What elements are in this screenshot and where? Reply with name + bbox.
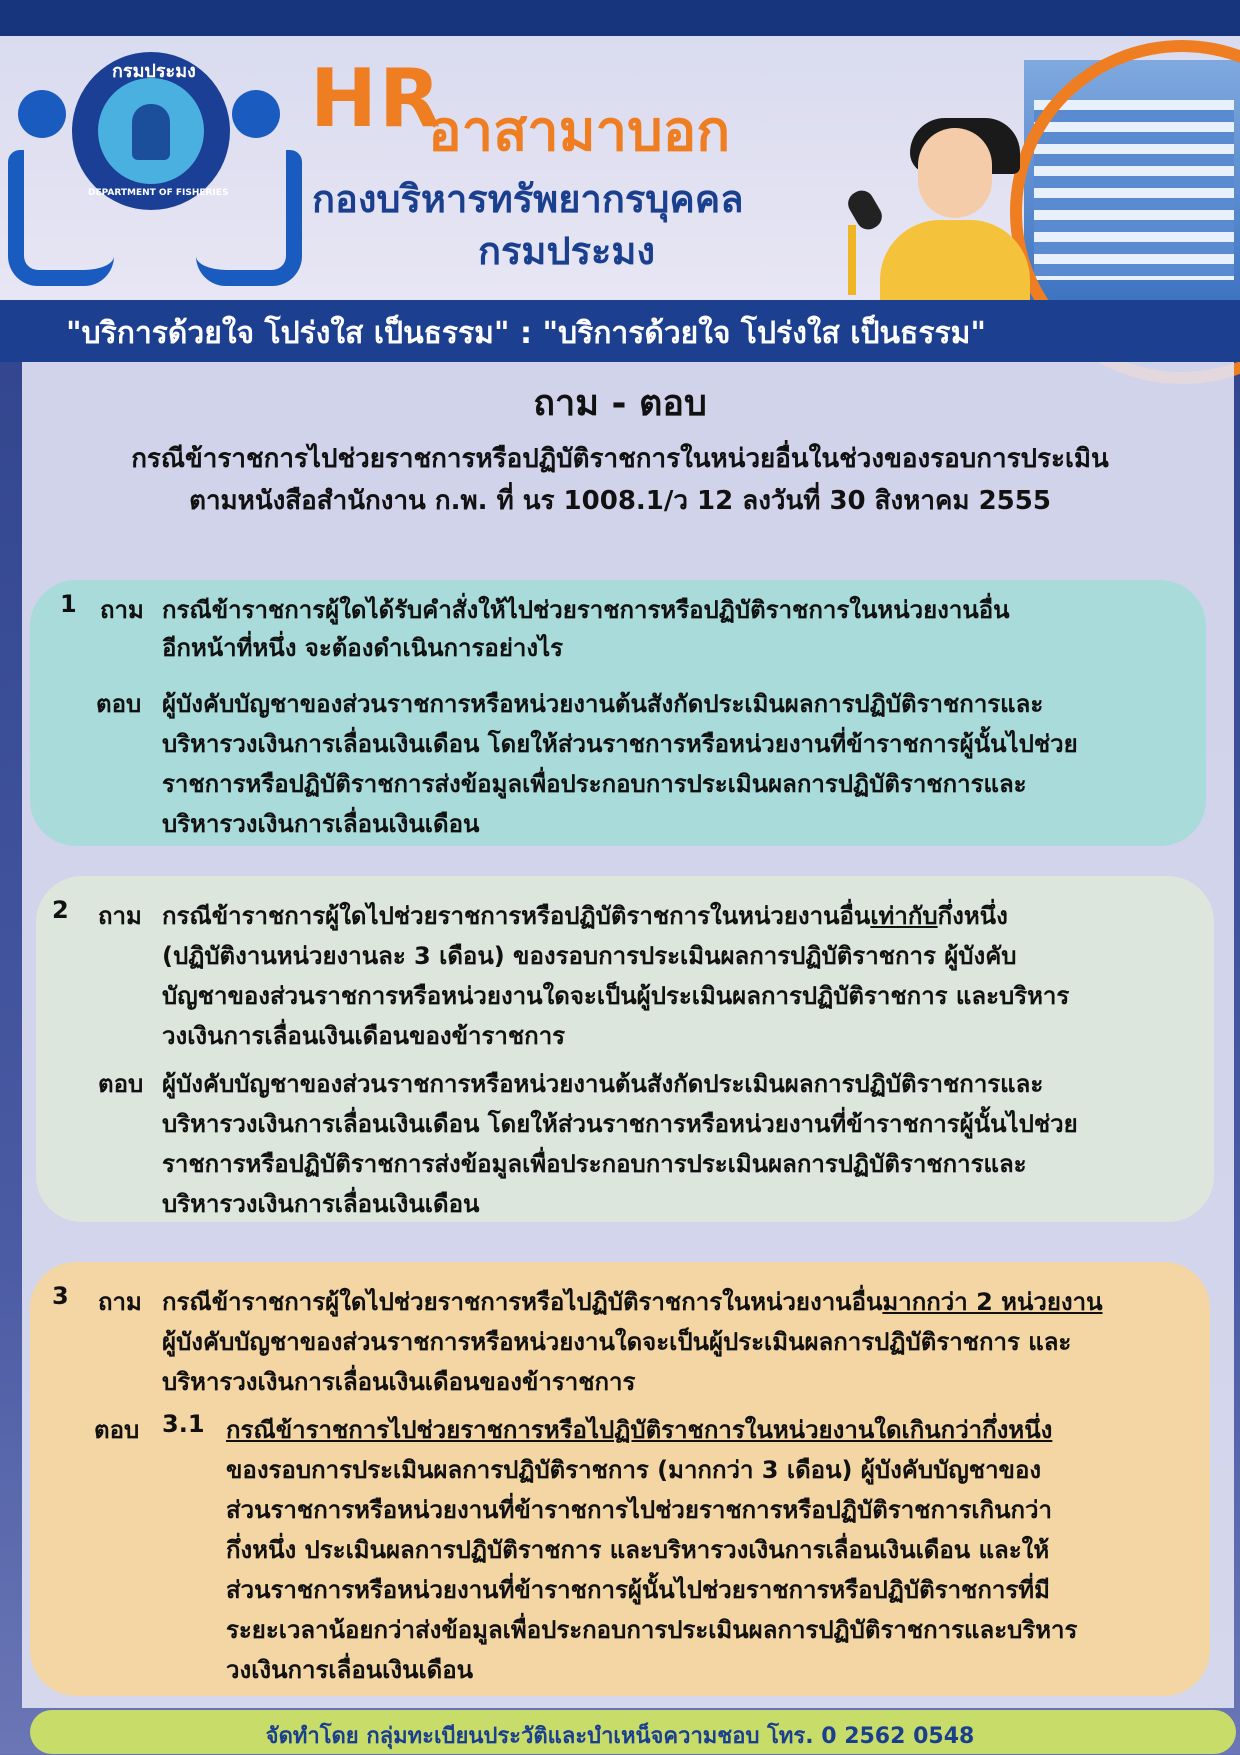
- answer-sub-number: 3.1: [162, 1410, 205, 1438]
- subtitle-line-2: ตามหนังสือสำนักงาน ก.พ. ที่ นร 1008.1/ว 12 ลงวันที่ 30 สิงหาคม 2555: [189, 486, 1051, 516]
- subtitle-line-1: กรณีข้าราชการไปช่วยราชการหรือปฏิบัติราชการในหน่วยอื่นในช่วงของรอบการประเมิน: [131, 444, 1109, 474]
- slogan-text: "บริการด้วยใจ โปร่งใส เป็นธรรม" : "บริการด้วยใจ โปร่งใส เป็นธรรม": [66, 316, 986, 351]
- answer-line: วงเงินการเลื่อนเงินเดือน: [226, 1656, 474, 1684]
- question-line: กรณีข้าราชการผู้ใดได้รับคำสั่งให้ไปช่วยราชการหรือปฏิบัติราชการในหน่วยงานอื่น: [162, 596, 1010, 624]
- question-line: กรณีข้าราชการผู้ใดไปช่วยราชการหรือไปฏิบัติราชการในหน่วยงานอื่นมากกว่า 2 หน่วยงาน: [162, 1288, 1103, 1316]
- answer-line: ส่วนราชการหรือหน่วยงานที่ข้าราชการไปช่วยราชการหรือปฏิบัติราชการเกินกว่า: [226, 1496, 1052, 1524]
- answer-line: ระยะเวลาน้อยกว่าส่งข้อมูลเพื่อประกอบการประเมินผลการปฏิบัติราชการและบริหาร: [226, 1616, 1078, 1644]
- answer-line: บริหารวงเงินการเลื่อนเงินเดือน โดยให้ส่วนราชการหรือหน่วยงานที่ข้าราชการผู้นั้นไปช่วย: [162, 730, 1078, 758]
- answer-line: ราชการหรือปฏิบัติราชการส่งข้อมูลเพื่อประกอบการประเมินผลการปฏิบัติราชการและ: [162, 770, 1027, 798]
- seal-text-en: DEPARTMENT OF FISHERIES: [88, 188, 229, 198]
- answer-line: บริหารวงเงินการเลื่อนเงินเดือน: [162, 1190, 480, 1218]
- question-line: วงเงินการเลื่อนเงินเดือนของข้าราชการ: [162, 1022, 566, 1050]
- presenter-head: [918, 128, 992, 218]
- question-line: บัญชาของส่วนราชการหรือหน่วยงานใดจะเป็นผู้ประเมินผลการปฏิบัติราชการ และบริหาร: [162, 982, 1070, 1010]
- footer-text: จัดทำโดย กลุ่มทะเบียนประวัติและบำเหน็จความชอบ โทร. 0 2562 0548: [265, 1724, 975, 1749]
- question-line: กรณีข้าราชการผู้ใดไปช่วยราชการหรือปฏิบัติราชการในหน่วยงานอื่นเท่ากับกึ่งหนึ่ง: [162, 902, 1008, 930]
- qa-number: 1: [60, 590, 77, 618]
- top-bar: [0, 0, 1240, 36]
- answer-line: ส่วนราชการหรือหน่วยงานที่ข้าราชการผู้นั้นไปช่วยราชการหรือปฏิบัติราชการที่มี: [226, 1576, 1050, 1604]
- question-line: อีกหน้าที่หนึ่ง จะต้องดำเนินการอย่างไร: [162, 634, 564, 662]
- brand-title: อาสามาบอก: [428, 99, 731, 164]
- answer-line: ผู้บังคับบัญชาของส่วนราชการหรือหน่วยงานต้นสังกัดประเมินผลการปฏิบัติราชการและ: [162, 1070, 1044, 1098]
- answer-line: ราชการหรือปฏิบัติราชการส่งข้อมูลเพื่อประกอบการประเมินผลการปฏิบัติราชการและ: [162, 1150, 1027, 1178]
- answer-line: ของรอบการประเมินผลการปฏิบัติราชการ (มากกว่า 3 เดือน) ผู้บังคับบัญชาของ: [226, 1456, 1042, 1484]
- seal-emblem-icon: [132, 104, 170, 160]
- answer-line: ผู้บังคับบัญชาของส่วนราชการหรือหน่วยงานต้นสังกัดประเมินผลการปฏิบัติราชการและ: [162, 690, 1044, 718]
- underlined-term: มากกว่า 2 หน่วยงาน: [882, 1288, 1103, 1316]
- question-line: (ปฏิบัติงานหน่วยงานละ 3 เดือน) ของรอบการประเมินผลการปฏิบัติราชการ ผู้บังคับ: [162, 942, 1017, 970]
- answer-line: บริหารวงเงินการเลื่อนเงินเดือน: [162, 810, 480, 838]
- page-title: ถาม - ตอบ: [533, 383, 707, 424]
- department-name: กรมประมง: [478, 229, 656, 273]
- question-label: ถาม: [100, 596, 144, 624]
- brand-hr: HR: [310, 52, 443, 145]
- underlined-term: เท่ากับ: [870, 902, 938, 930]
- question-line: ผู้บังคับบัญชาของส่วนราชการหรือหน่วยงานใดจะเป็นผู้ประเมินผลการปฏิบัติราชการ และ: [162, 1328, 1072, 1356]
- qa-number: 2: [52, 896, 69, 924]
- answer-label: ตอบ: [96, 690, 142, 718]
- answer-label: ตอบ: [94, 1416, 140, 1444]
- qa-number: 3: [52, 1282, 69, 1310]
- answer-line-underlined: กรณีข้าราชการไปช่วยราชการหรือไปฏิบัติราชการในหน่วยงานใดเกินกว่ากึ่งหนึ่ง: [226, 1416, 1053, 1444]
- seal-text: กรมประมง: [112, 61, 196, 82]
- answer-label: ตอบ: [98, 1070, 144, 1098]
- question-label: ถาม: [98, 1288, 142, 1316]
- answer-line: กึ่งหนึ่ง ประเมินผลการปฏิบัติราชการ และบริหารวงเงินการเลื่อนเงินเดือน และให้: [226, 1536, 1050, 1564]
- answer-line: บริหารวงเงินการเลื่อนเงินเดือน โดยให้ส่วนราชการหรือหน่วยงานที่ข้าราชการผู้นั้นไปช่วย: [162, 1110, 1078, 1138]
- person-icon-left: [18, 90, 66, 138]
- question-label: ถาม: [98, 902, 142, 930]
- division-name: กองบริหารทรัพยากรบุคคล: [312, 177, 744, 221]
- mic-stand: [848, 225, 856, 295]
- person-icon-right: [232, 90, 280, 138]
- question-line: บริหารวงเงินการเลื่อนเงินเดือนของข้าราชการ: [162, 1368, 636, 1396]
